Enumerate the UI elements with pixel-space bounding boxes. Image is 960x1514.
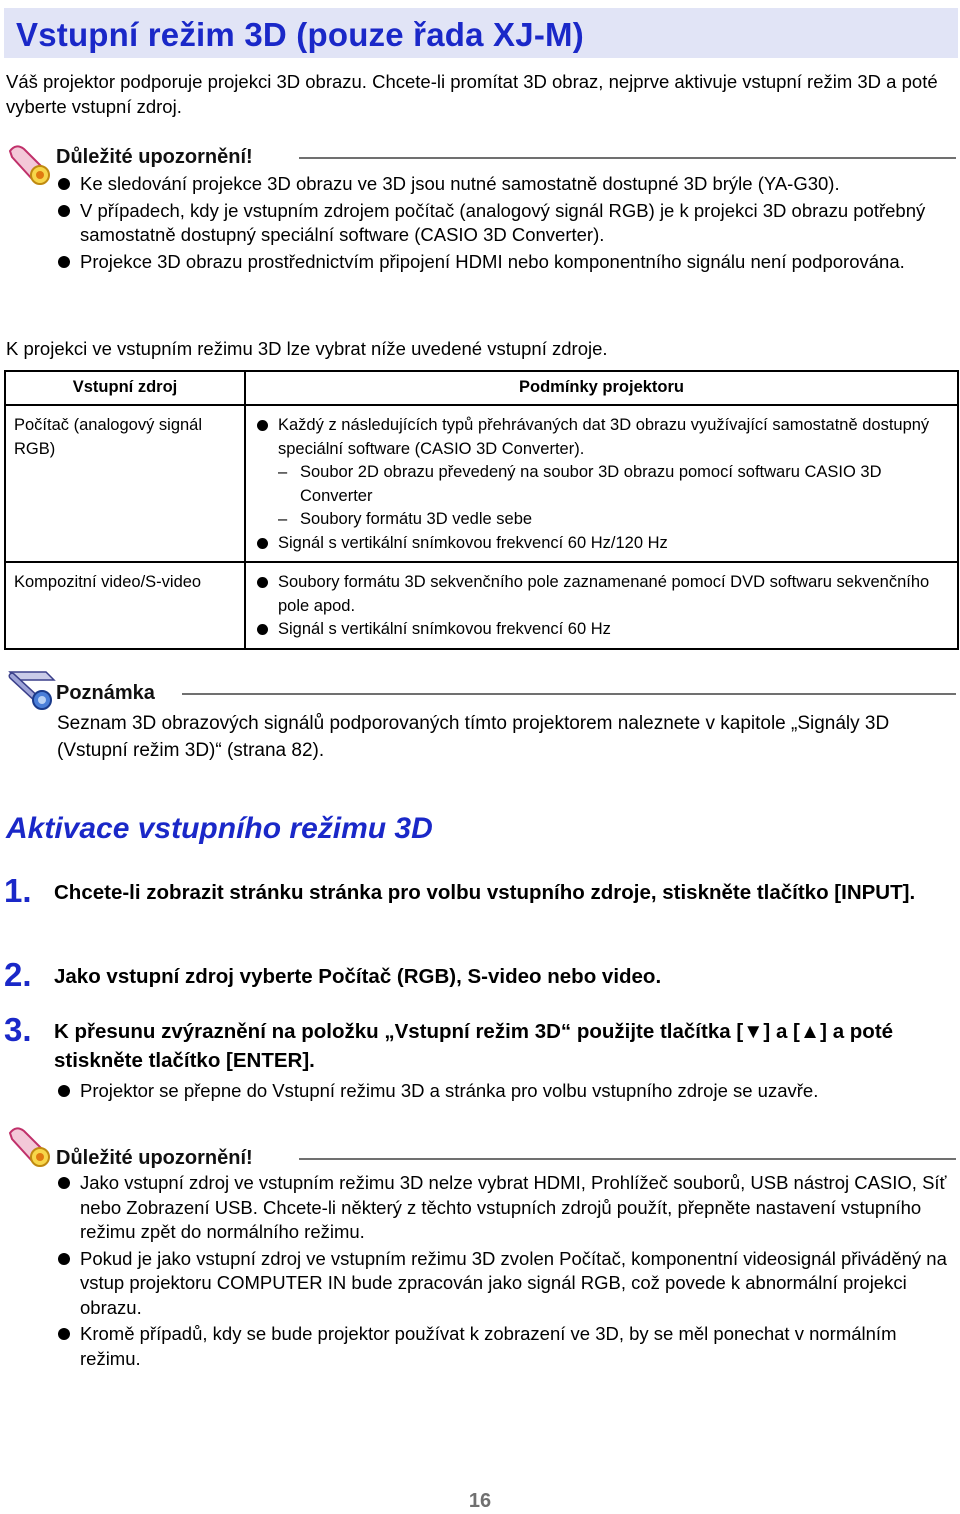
input-source-table — [4, 370, 959, 650]
important-callout-2 — [4, 1145, 958, 1371]
step-text: K přesunu zvýraznění na položku „Vstupní režim 3D“ použijte tlačítka [▼] a [▲] a poté stiskněte tlačítko [ENTER]. — [54, 1020, 894, 1072]
list-item: Soubory formátu 3D sekvenčního pole zaznamenané pomocí DVD softwaru sekvenčního pole apod. — [254, 571, 949, 618]
bullet-icon — [257, 420, 268, 431]
list-item: V případech, kdy je vstupním zdrojem počítač (analogový signál RGB) je k projekci 3D obrazu potřebný samostatně dostupný speciální software (CASIO 3D Converter). — [54, 199, 958, 248]
note-icon — [6, 666, 58, 712]
section-heading: Aktivace vstupního režimu 3D — [6, 812, 433, 845]
note-header — [4, 680, 958, 708]
important-rule — [299, 1158, 956, 1160]
list-item: Kromě případů, kdy se bude projektor používat k zobrazení ve 3D, by se měl ponechat v normálním režimu. — [54, 1322, 958, 1371]
title-bar — [4, 8, 958, 58]
important-list — [54, 1171, 958, 1371]
important-icon — [6, 1123, 56, 1169]
bullet-icon — [58, 1177, 70, 1189]
important-list — [54, 172, 958, 274]
list-item: – Soubory formátu 3D vedle sebe — [254, 508, 949, 532]
conditions-cell — [245, 405, 958, 562]
important-callout-1 — [4, 144, 958, 274]
list-item: – Soubor 2D obrazu převedený na soubor 3D obrazu pomocí softwaru CASIO 3D Converter — [278, 463, 882, 505]
step-number: 1. — [4, 872, 32, 909]
important-label: Důležité upozornění! — [56, 146, 253, 168]
note-text: Seznam 3D obrazových signálů podporovaných tímto projektorem naleznete v kapitole „Signály 3D (Vstupní režim 3D)“ (strana 82). — [57, 713, 890, 761]
table-row — [5, 405, 958, 562]
bullet-icon — [58, 1253, 70, 1265]
list-item: Signál s vertikální snímkovou frekvencí 60 Hz — [254, 618, 949, 642]
list-item: Projektor se přepne do Vstupní režimu 3D a stránka pro volbu vstupního zdroje se uzavře. — [54, 1079, 954, 1104]
important-header — [4, 1145, 958, 1173]
step-3-result-list — [54, 1079, 954, 1104]
dash-icon: – — [278, 463, 288, 481]
table-intro: K projekci ve vstupním režimu 3D lze vybrat níže uvedené vstupní zdroje. — [6, 338, 608, 359]
source-cell: Kompozitní video/S-video — [5, 562, 245, 649]
important-icon — [6, 141, 56, 187]
list-item: Pokud je jako vstupní zdroj ve vstupním režimu 3D zvolen Počítač, komponentní videosignál přiváděný na vstup projektoru COMPUTER IN bude zpracován jako signál RGB, což povede k abnormální projekci obrazu. — [54, 1247, 958, 1321]
table-row — [5, 562, 958, 649]
page-title: Vstupní režim 3D (pouze řada XJ-M) — [16, 16, 584, 53]
intro-paragraph: Váš projektor podporuje projekci 3D obrazu. Chcete-li promítat 3D obraz, nejprve aktivuje vstupní režim 3D a poté vyberte vstupní zdroj. — [6, 71, 938, 117]
bullet-icon — [58, 256, 70, 268]
list-item: Každý z následujících typů přehrávaných dat 3D obrazu využívající samostatně dostupný speciální software (CASIO 3D Converter). — [254, 414, 949, 461]
bullet-icon — [58, 205, 70, 217]
step-text: Jako vstupní zdroj vyberte Počítač (RGB), S-video nebo video. — [54, 965, 662, 988]
list-item: Signál s vertikální snímkovou frekvencí 60 Hz/120 Hz — [254, 532, 949, 556]
note-label: Poznámka — [56, 682, 155, 704]
bullet-icon — [58, 1328, 70, 1340]
list-item: Ke sledování projekce 3D obrazu ve 3D jsou nutné samostatně dostupné 3D brýle (YA-G30). — [54, 172, 958, 197]
bullet-icon — [58, 1085, 70, 1097]
important-header — [4, 144, 958, 172]
note-rule — [182, 693, 956, 695]
step-text: Chcete-li zobrazit stránku stránka pro volbu vstupního zdroje, stiskněte tlačítko [INPUT]. — [54, 881, 916, 904]
conditions-cell — [245, 562, 958, 649]
dash-icon: – — [278, 510, 288, 528]
bullet-icon — [257, 577, 268, 588]
source-cell: Počítač (analogový signál RGB) — [5, 405, 245, 562]
page-number: 16 — [468, 1490, 492, 1512]
table-header-row — [5, 371, 958, 405]
bullet-icon — [257, 538, 268, 549]
step-number: 2. — [4, 956, 32, 993]
bullet-icon — [58, 178, 70, 190]
note-callout — [4, 680, 958, 764]
bullet-icon — [257, 624, 268, 635]
header-conditions: Podmínky projektoru — [245, 371, 958, 405]
header-source: Vstupní zdroj — [5, 371, 245, 405]
important-rule — [299, 157, 956, 159]
important-label: Důležité upozornění! — [56, 1147, 253, 1169]
list-item: Projekce 3D obrazu prostřednictvím připojení HDMI nebo komponentního signálu není podporována. — [54, 250, 958, 275]
step-number: 3. — [4, 1011, 32, 1048]
list-item: Jako vstupní zdroj ve vstupním režimu 3D nelze vybrat HDMI, Prohlížeč souborů, USB nástroj CASIO, Síť nebo Zobrazení USB. Chcete-li některý z těchto vstupních zdrojů použít, přepněte nastavení vstupního režimu zpět do normálního režimu. — [54, 1171, 958, 1245]
